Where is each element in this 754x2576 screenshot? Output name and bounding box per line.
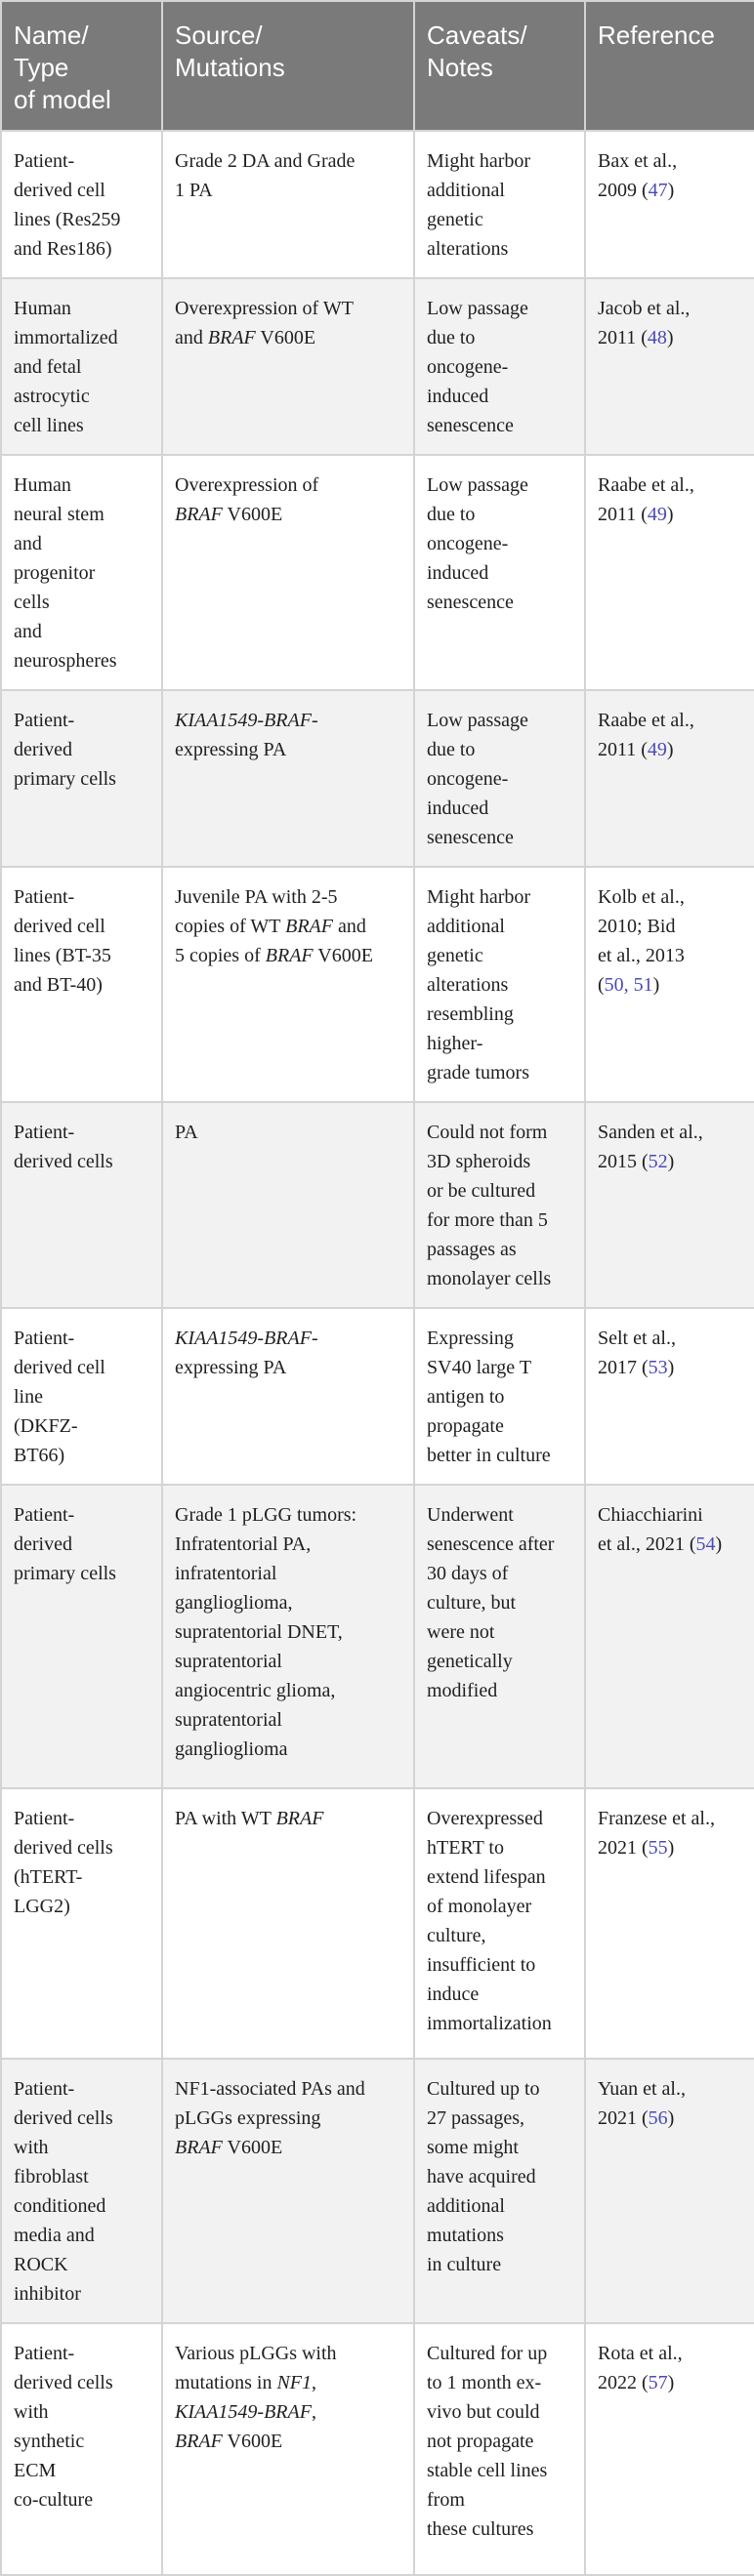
cell-reference: Yuan et al., 2021 (56) — [585, 2059, 754, 2323]
table-row — [1, 131, 754, 278]
cell-caveats: Cultured up to 27 passages, some might have acquired additional mutations in culture — [414, 2059, 585, 2323]
table-row — [1, 2059, 754, 2323]
cell-reference: Kolb et al., 2010; Bid et al., 2013 (50, 51) — [585, 867, 754, 1102]
reference-link[interactable]: 49 — [647, 504, 667, 525]
cell-name: Patient- derived cells (hTERT- LGG2) — [1, 1788, 162, 2059]
table-row — [1, 690, 754, 867]
cell-name: Patient- derived cell lines (Res259 and Res186) — [1, 131, 162, 278]
cell-caveats: Could not form 3D spheroids or be cultured for more than 5 passages as monolayer cells — [414, 1102, 585, 1308]
cell-source: PA with WT BRAF — [162, 1788, 414, 2059]
cell-source: KIAA1549-BRAF- expressing PA — [162, 690, 414, 867]
cell-source: Overexpression of BRAF V600E — [162, 455, 414, 690]
cell-source: NF1-associated PAs and pLGGs expressing BRAF V600E — [162, 2059, 414, 2323]
cell-reference: Rota et al., 2022 (57) — [585, 2323, 754, 2575]
table-row — [1, 1485, 754, 1788]
cell-source: Grade 1 pLGG tumors: Infratentorial PA, infratentorial ganglioglioma, supratentorial DNET, supratentorial angiocentric glioma, supratentorial ganglioglioma — [162, 1485, 414, 1788]
reference-link[interactable]: 53 — [648, 1357, 668, 1378]
cell-reference: Raabe et al., 2011 (49) — [585, 690, 754, 867]
cell-caveats: Low passage due to oncogene- induced senescence — [414, 455, 585, 690]
cell-source: PA — [162, 1102, 414, 1308]
header-source-mutations: Source/ Mutations — [162, 1, 414, 131]
cell-name: Patient- derived cells with fibroblast conditioned media and ROCK inhibitor — [1, 2059, 162, 2323]
reference-link[interactable]: 54 — [695, 1533, 716, 1555]
reference-link[interactable]: 50, 51 — [604, 974, 653, 996]
header-caveats-notes: Caveats/ Notes — [414, 1, 585, 131]
cell-caveats: Overexpressed hTERT to extend lifespan of monolayer culture, insufficient to induce immortalization — [414, 1788, 585, 2059]
cell-reference: Raabe et al., 2011 (49) — [585, 455, 754, 690]
cell-name: Patient- derived cell line (DKFZ- BT66) — [1, 1308, 162, 1485]
cell-caveats: Might harbor additional genetic alterations — [414, 131, 585, 278]
cell-name: Patient- derived primary cells — [1, 1485, 162, 1788]
reference-link[interactable]: 48 — [647, 327, 667, 348]
cell-name: Patient- derived cell lines (BT-35 and BT-40) — [1, 867, 162, 1102]
cell-name: Patient- derived cells — [1, 1102, 162, 1308]
reference-link[interactable]: 49 — [647, 739, 667, 760]
table-row — [1, 1308, 754, 1485]
table-row — [1, 455, 754, 690]
reference-link[interactable]: 47 — [648, 180, 668, 201]
table-row — [1, 2323, 754, 2575]
reference-link[interactable]: 57 — [648, 2372, 668, 2393]
cell-caveats: Low passage due to oncogene- induced senescence — [414, 690, 585, 867]
cell-caveats: Cultured for up to 1 month ex- vivo but could not propagate stable cell lines from these cultures — [414, 2323, 585, 2575]
cell-name: Human immortalized and fetal astrocytic cell lines — [1, 278, 162, 455]
cell-source: Overexpression of WT and BRAF V600E — [162, 278, 414, 455]
cell-reference: Bax et al., 2009 (47) — [585, 131, 754, 278]
cell-caveats: Low passage due to oncogene- induced senescence — [414, 278, 585, 455]
cell-name: Human neural stem and progenitor cells and neurospheres — [1, 455, 162, 690]
cell-caveats: Might harbor additional genetic alterations resembling higher- grade tumors — [414, 867, 585, 1102]
cell-reference: Franzese et al., 2021 (55) — [585, 1788, 754, 2059]
cell-reference: Selt et al., 2017 (53) — [585, 1308, 754, 1485]
cell-name: Patient- derived cells with synthetic ECM co-culture — [1, 2323, 162, 2575]
cell-reference: Sanden et al., 2015 (52) — [585, 1102, 754, 1308]
cell-source: Juvenile PA with 2-5 copies of WT BRAF and 5 copies of BRAF V600E — [162, 867, 414, 1102]
cell-name: Patient- derived primary cells — [1, 690, 162, 867]
cell-caveats: Underwent senescence after 30 days of culture, but were not genetically modified — [414, 1485, 585, 1788]
reference-link[interactable]: 52 — [648, 1151, 668, 1172]
header-row — [1, 1, 754, 131]
cell-source: Grade 2 DA and Grade 1 PA — [162, 131, 414, 278]
reference-link[interactable]: 56 — [648, 2107, 668, 2129]
header-reference: Reference — [585, 1, 754, 131]
cell-source: Various pLGGs with mutations in NF1, KIAA1549-BRAF, BRAF V600E — [162, 2323, 414, 2575]
cell-reference: Jacob et al., 2011 (48) — [585, 278, 754, 455]
reference-link[interactable]: 55 — [648, 1837, 668, 1859]
cell-source: KIAA1549-BRAF- expressing PA — [162, 1308, 414, 1485]
header-name-type: Name/ Type of model — [1, 1, 162, 131]
cell-reference: Chiacchiarini et al., 2021 (54) — [585, 1485, 754, 1788]
table-row — [1, 1102, 754, 1308]
cell-caveats: Expressing SV40 large T antigen to propagate better in culture — [414, 1308, 585, 1485]
table-row — [1, 867, 754, 1102]
table-row — [1, 278, 754, 455]
table-row — [1, 1788, 754, 2059]
